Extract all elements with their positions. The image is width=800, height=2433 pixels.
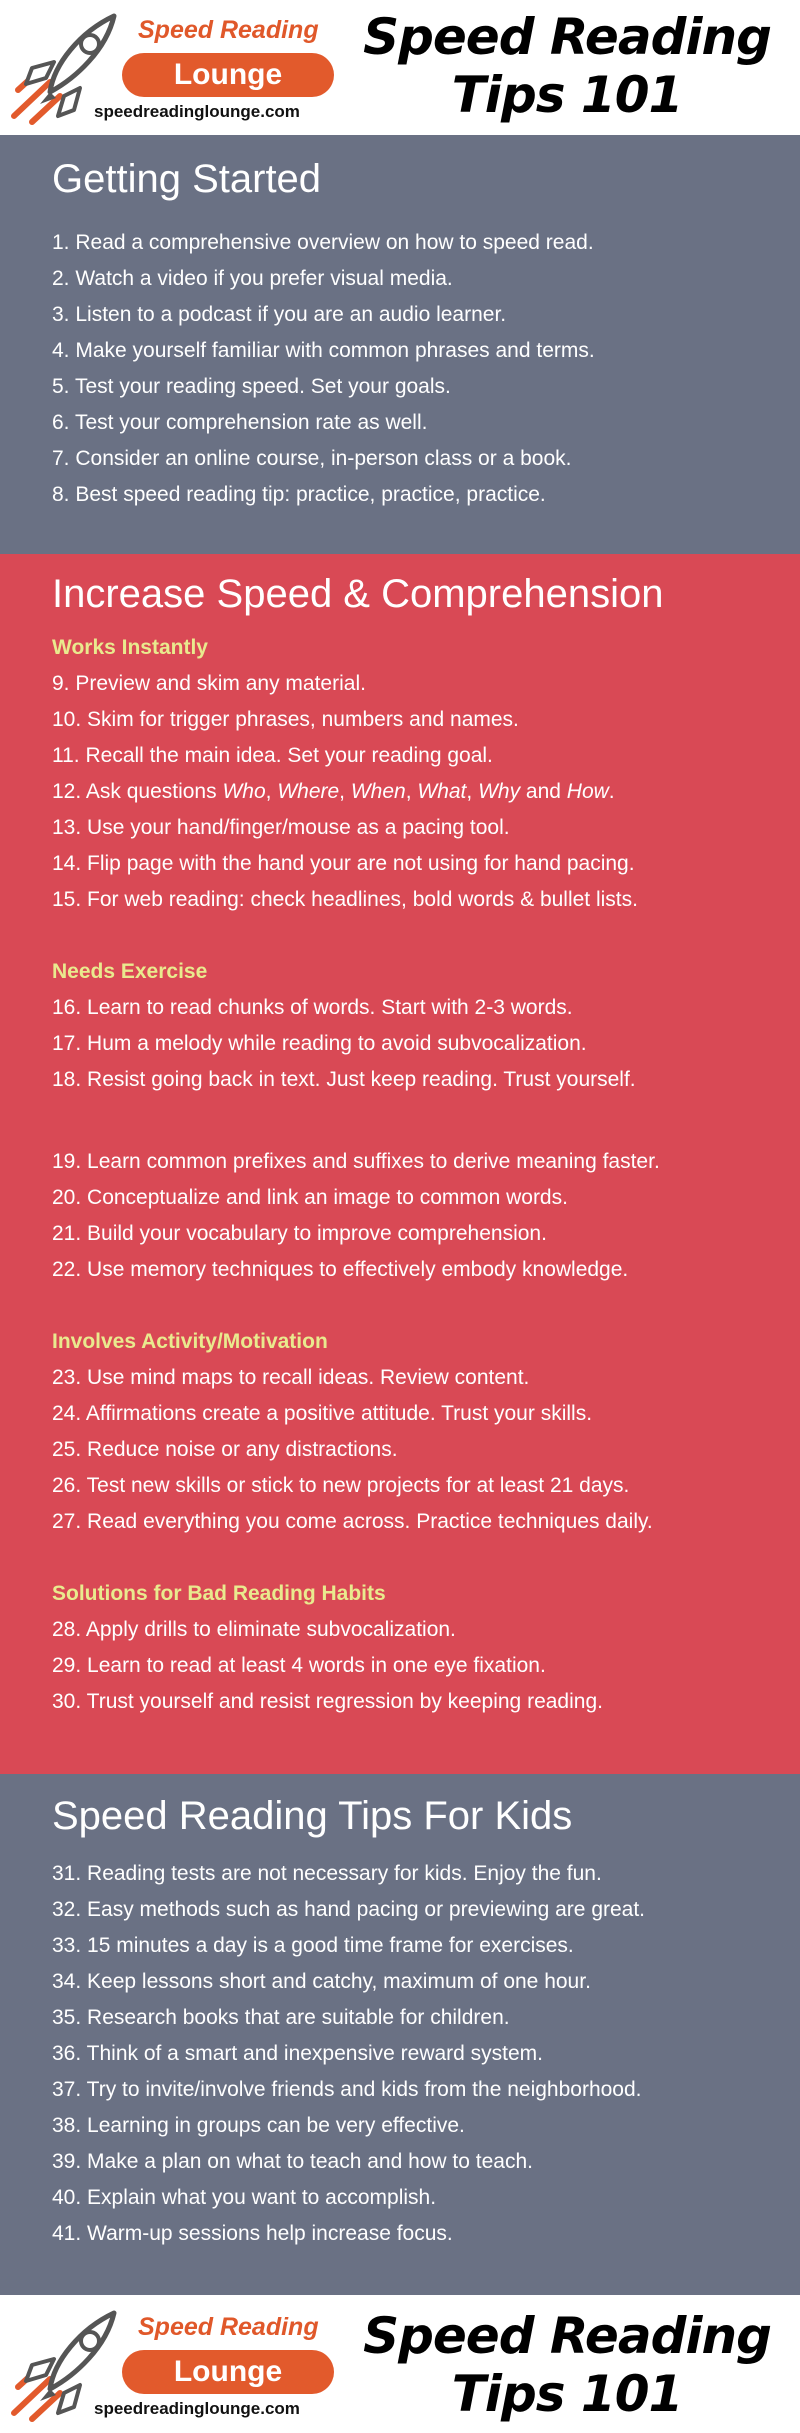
list-item: 14. Flip page with the hand your are not using for hand pacing. [52, 852, 635, 875]
item12-who: Who [222, 780, 266, 803]
brand-name: Speed Reading [138, 2313, 319, 2341]
spacer [52, 918, 780, 954]
list-item: 39. Make a plan on what to teach and how to teach. [52, 2150, 533, 2173]
list-item: 8. Best speed reading tip: practice, practice, practice. [52, 483, 546, 506]
list-item: 38. Learning in groups can be very effective. [52, 2114, 465, 2137]
getting-started-list [52, 225, 780, 513]
brand-pill: Lounge [122, 2350, 334, 2394]
list-item: 2. Watch a video if you prefer visual media. [52, 267, 453, 290]
increase-speed-section [0, 554, 800, 1774]
brand-url[interactable]: speedreadinglounge.com [94, 102, 300, 121]
list-item: 26. Test new skills or stick to new projects for at least 21 days. [52, 1474, 630, 1497]
list-item: 33. 15 minutes a day is a good time frame for exercises. [52, 1934, 574, 1957]
kids-section [0, 1774, 800, 2295]
list-item: 19. Learn common prefixes and suffixes to derive meaning faster. [52, 1150, 660, 1173]
item12-how: How [566, 780, 609, 803]
activity-subhead: Involves Activity/Motivation [52, 1330, 328, 1353]
list-item: 10. Skim for trigger phrases, numbers and names. [52, 708, 519, 731]
bad-habits-list [52, 1612, 780, 1720]
page-title-line2: Tips 101 [451, 66, 683, 124]
list-item: 16. Learn to read chunks of words. Start with 2-3 words. [52, 996, 573, 1019]
footer-brand-logo[interactable] [10, 2305, 340, 2425]
item12-what: What [417, 780, 467, 803]
list-item: 37. Try to invite/involve friends and kids from the neighborhood. [52, 2078, 642, 2101]
page-title-line1: Speed Reading [363, 8, 771, 66]
item12-when: When [350, 780, 406, 803]
spacer [52, 1288, 780, 1324]
getting-started-section [0, 135, 800, 554]
page-header [0, 0, 800, 135]
list-item: 25. Reduce noise or any distractions. [52, 1438, 398, 1461]
list-item: 3. Listen to a podcast if you are an audio learner. [52, 303, 507, 326]
brand-logo[interactable] [10, 8, 340, 128]
list-item: 7. Consider an online course, in-person class or a book. [52, 447, 572, 470]
list-item: 5. Test your reading speed. Set your goals. [52, 375, 451, 398]
brand-name: Speed Reading [138, 16, 319, 44]
list-item: 6. Test your comprehension rate as well. [52, 411, 428, 434]
item12-why: Why [478, 780, 521, 803]
list-item: 13. Use your hand/finger/mouse as a pacing tool. [52, 816, 510, 839]
item12-dot: . [608, 780, 615, 803]
footer-title-line2: Tips 101 [451, 2365, 683, 2423]
footer-title [352, 2307, 782, 2423]
item12-comma: , [339, 780, 351, 803]
list-item: 29. Learn to read at least 4 words in one eye fixation. [52, 1654, 546, 1677]
item12-comma: , [466, 780, 479, 803]
list-item: 9. Preview and skim any material. [52, 672, 366, 695]
kids-heading: Speed Reading Tips For Kids [52, 1794, 573, 1838]
needs-exercise-list-b [52, 1144, 780, 1288]
spacer [52, 1098, 780, 1144]
needs-exercise-subhead: Needs Exercise [52, 960, 208, 983]
list-item: 41. Warm-up sessions help increase focus. [52, 2222, 453, 2245]
item12-prefix: 12. Ask questions [52, 780, 223, 803]
footer-title-line1: Speed Reading [363, 2307, 771, 2365]
works-instantly-list [52, 666, 780, 918]
list-item: 40. Explain what you want to accomplish. [52, 2186, 437, 2209]
page-title [352, 8, 782, 124]
list-item: 24. Affirmations create a positive attitude. Trust your skills. [52, 1402, 593, 1425]
list-item: 30. Trust yourself and resist regression by keeping reading. [52, 1690, 603, 1713]
spacer [52, 1540, 780, 1576]
works-instantly-subhead: Works Instantly [52, 636, 208, 659]
item12-comma: , [265, 780, 278, 803]
list-item [52, 774, 780, 810]
increase-speed-heading: Increase Speed & Comprehension [52, 572, 664, 616]
list-item: 34. Keep lessons short and catchy, maximum of one hour. [52, 1970, 591, 1993]
item12-comma: , [405, 780, 418, 803]
list-item: 28. Apply drills to eliminate subvocalization. [52, 1618, 456, 1641]
kids-list [52, 1856, 780, 2252]
list-item: 1. Read a comprehensive overview on how to speed read. [52, 231, 594, 254]
needs-exercise-list [52, 990, 780, 1098]
list-item: 17. Hum a melody while reading to avoid subvocalization. [52, 1032, 587, 1055]
brand-pill: Lounge [122, 53, 334, 97]
item12-and: and [520, 780, 567, 803]
list-item: 15. For web reading: check headlines, bold words & bullet lists. [52, 888, 638, 911]
page-footer [0, 2295, 800, 2433]
list-item: 31. Reading tests are not necessary for kids. Enjoy the fun. [52, 1862, 602, 1885]
bad-habits-subhead: Solutions for Bad Reading Habits [52, 1582, 386, 1605]
list-item: 23. Use mind maps to recall ideas. Review content. [52, 1366, 530, 1389]
list-item: 27. Read everything you come across. Practice techniques daily. [52, 1510, 653, 1533]
list-item: 20. Conceptualize and link an image to common words. [52, 1186, 568, 1209]
brand-url[interactable]: speedreadinglounge.com [94, 2399, 300, 2418]
list-item: 11. Recall the main idea. Set your reading goal. [52, 744, 493, 767]
list-item: 4. Make yourself familiar with common phrases and terms. [52, 339, 595, 362]
activity-list [52, 1360, 780, 1540]
list-item: 35. Research books that are suitable for children. [52, 2006, 510, 2029]
list-item: 36. Think of a smart and inexpensive reward system. [52, 2042, 544, 2065]
list-item: 32. Easy methods such as hand pacing or previewing are great. [52, 1898, 646, 1921]
item12-where: Where [277, 780, 340, 803]
list-item: 21. Build your vocabulary to improve comprehension. [52, 1222, 547, 1245]
list-item: 22. Use memory techniques to effectively embody knowledge. [52, 1258, 629, 1281]
getting-started-heading: Getting Started [52, 157, 322, 201]
list-item: 18. Resist going back in text. Just keep reading. Trust yourself. [52, 1068, 636, 1091]
